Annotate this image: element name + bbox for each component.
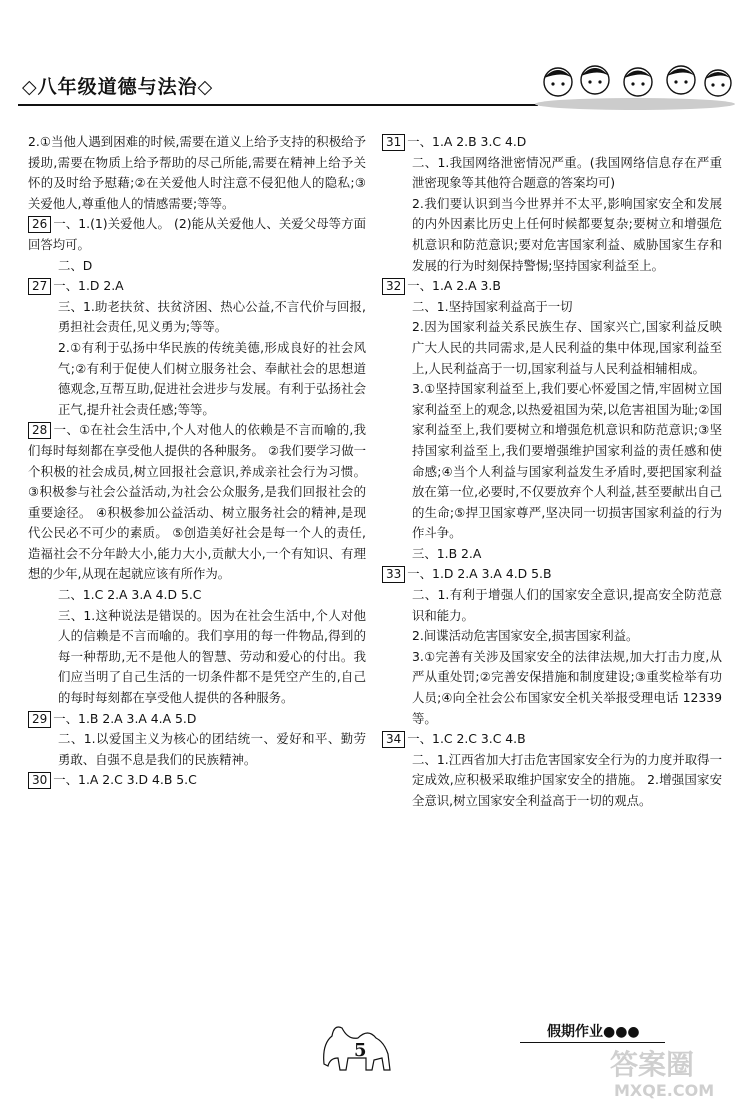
answer-paragraph: 二、1.我国网络泄密情况严重。(我国网络信息存在严重泄密现象等其他符合题意的答案均可) xyxy=(412,154,722,191)
answer-paragraph: 3.①坚持国家利益至上,我们要心怀爱国之情,牢固树立国家利益至上的观念,以热爱祖国为荣,以危害祖国为耻;②国家利益至上,我们要树立和增强危机意识和防范意识;③坚持国家利益至上,我们要增强维护国家利益的责任感和使命感;④当个人利益与国家利益发生矛盾时,要把国家利益放在第一位,必要时,不仅要放弃个人利益,甚至要献出自己的生命;⑤捍卫国家尊严,坚决同一切损害国家利益的行为作斗争。 xyxy=(412,381,722,541)
page-header xyxy=(18,62,732,110)
answer-paragraph: 26 一、1.(1)关爱他人。 (2)能从关爱他人、关爱父母等方面回答均可。 xyxy=(28,216,366,252)
answer-paragraph: 29 一、1.B 2.A 3.A 4.A 5.D xyxy=(28,709,366,730)
book-title: ◇八年级道德与法治◇ xyxy=(22,76,214,98)
answer-paragraph: 2.①有利于弘扬中华民族的传统美德,形成良好的社会风气;②有利于促使人们树立服务社会、奉献社会的思想道德观念,互帮互助,促进社会进步与发展。有利于弘扬社会正气,提升社会责任感;等等。 xyxy=(58,339,366,417)
question-number-box: 34 xyxy=(382,731,405,748)
cartoon-kids-illustration xyxy=(533,62,738,110)
answer-paragraph: 33 一、1.D 2.A 3.A 4.D 5.B xyxy=(382,564,722,585)
question-number-box: 30 xyxy=(28,772,51,789)
answer-paragraph: 二、1.江西省加大打击危害国家安全行为的力度并取得一定成效,应积极采取维护国家安全的措施。 2.增强国家安全意识,树立国家安全利益高于一切的观点。 xyxy=(412,751,722,808)
answer-paragraph: 31 一、1.A 2.B 3.C 4.D xyxy=(382,132,722,153)
page-number: 5 xyxy=(354,1040,367,1061)
answer-paragraph: 二、1.坚持国家利益高于一切 xyxy=(412,298,573,314)
answer-paragraph: 2.间谍活动危害国家安全,损害国家利益。 xyxy=(412,628,639,644)
question-number-box: 29 xyxy=(28,711,51,728)
answer-paragraph: 2.我们要认识到当今世界并不太平,影响国家安全和发展的内外因素比历史上任何时候都要复杂;要树立和增强危机意识和防范意识;要对危害国家利益、威胁国家生存和发展的行为时刻保持警惕;坚持国家利益至上。 xyxy=(412,195,722,273)
answer-paragraph: 三、1.这种说法是错误的。因为在社会生活中,个人对他人的信赖是不言而喻的。我们享用的每一件物品,得到的每一种帮助,无不是他人的智慧、劳动和爱心的付出。我们应当明了自己生活的一切条件都不是凭空产生的,自己的每时每刻都在享受他人提供的各种服务。 xyxy=(58,607,366,706)
camel-page-number-icon xyxy=(318,1014,398,1074)
answer-column-left xyxy=(28,132,366,791)
watermark-logo xyxy=(600,1044,740,1102)
answer-paragraph: 2.①当他人遇到困难的时候,需要在道义上给予支持的积极给予援助,需要在物质上给予帮助的尽己所能,需要在精神上给予关怀的及时给予慰藉;②在关爱他人时注意不侵犯他人的隐私;③关爱他人,尊重他人的情感需要;等等。 xyxy=(28,134,366,211)
answer-paragraph: 二、1.以爱国主义为核心的团结统一、爱好和平、勤劳勇敢、自强不息是我们的民族精神。 xyxy=(58,731,366,767)
question-number-box: 32 xyxy=(382,278,405,295)
watermark-url: MXQE.COM xyxy=(614,1081,715,1100)
question-number-box: 26 xyxy=(28,216,51,233)
watermark-text: 答案圈 xyxy=(610,1048,695,1081)
question-number-box: 31 xyxy=(382,134,405,151)
answer-paragraph: 34 一、1.C 2.C 3.C 4.B xyxy=(382,729,722,750)
answer-paragraph: 28 一、①在社会生活中,个人对他人的依赖是不言而喻的,我们每时每刻都在享受他人提供的各种服务。 ②我们要学习做一个积极的社会成员,树立回报社会意识,养成亲社会行为习惯。 ③积极参与社会公益活动,为社会公众服务,是我们回报社会的重要途径。 ④积极参加公益活动、树立服务社会的精神,是现代公民必不可少的素质。 ⑤创造美好社会是每一个人的责任,造福社会不分年龄大小,能力大小,贡献大小,一个有知识、有理想的少年,从现在起就应该有所作为。 xyxy=(28,422,366,582)
footer-rule xyxy=(520,1042,665,1043)
answer-paragraph: 2.因为国家利益关系民族生存、国家兴亡,国家利益反映广大人民的共同需求,是人民利益的集中体现,国家利益至上,人民利益高于一切,国家利益与人民利益相辅相成。 xyxy=(412,319,722,376)
answer-paragraph: 3.①完善有关涉及国家安全的法律法规,加大打击力度,从严从重处罚;②完善安保措施和制度建设;③重奖检举有功人员;④向全社会公布国家安全机关举报受理电话 12339 等。 xyxy=(412,648,722,726)
answer-paragraph: 30 一、1.A 2.C 3.D 4.B 5.C xyxy=(28,770,366,791)
answer-paragraph: 二、1.有利于增强人们的国家安全意识,提高安全防范意识和能力。 xyxy=(412,587,722,623)
answer-paragraph: 27 一、1.D 2.A xyxy=(28,276,366,297)
footer-label: 假期作业●●● xyxy=(547,1024,640,1040)
answer-paragraph: 二、1.C 2.A 3.A 4.D 5.C xyxy=(58,587,202,603)
answer-paragraph: 二、D xyxy=(58,257,93,273)
header-rule xyxy=(18,104,538,106)
answer-paragraph: 32 一、1.A 2.A 3.B xyxy=(382,276,722,297)
question-number-box: 33 xyxy=(382,566,405,583)
answer-paragraph: 三、1.助老扶贫、扶贫济困、热心公益,不言代价与回报,勇担社会责任,见义勇为;等等。 xyxy=(58,298,366,335)
answer-paragraph: 三、1.B 2.A xyxy=(412,545,482,561)
question-number-box: 28 xyxy=(28,422,51,439)
question-number-box: 27 xyxy=(28,278,51,295)
answer-column-right xyxy=(382,132,722,812)
